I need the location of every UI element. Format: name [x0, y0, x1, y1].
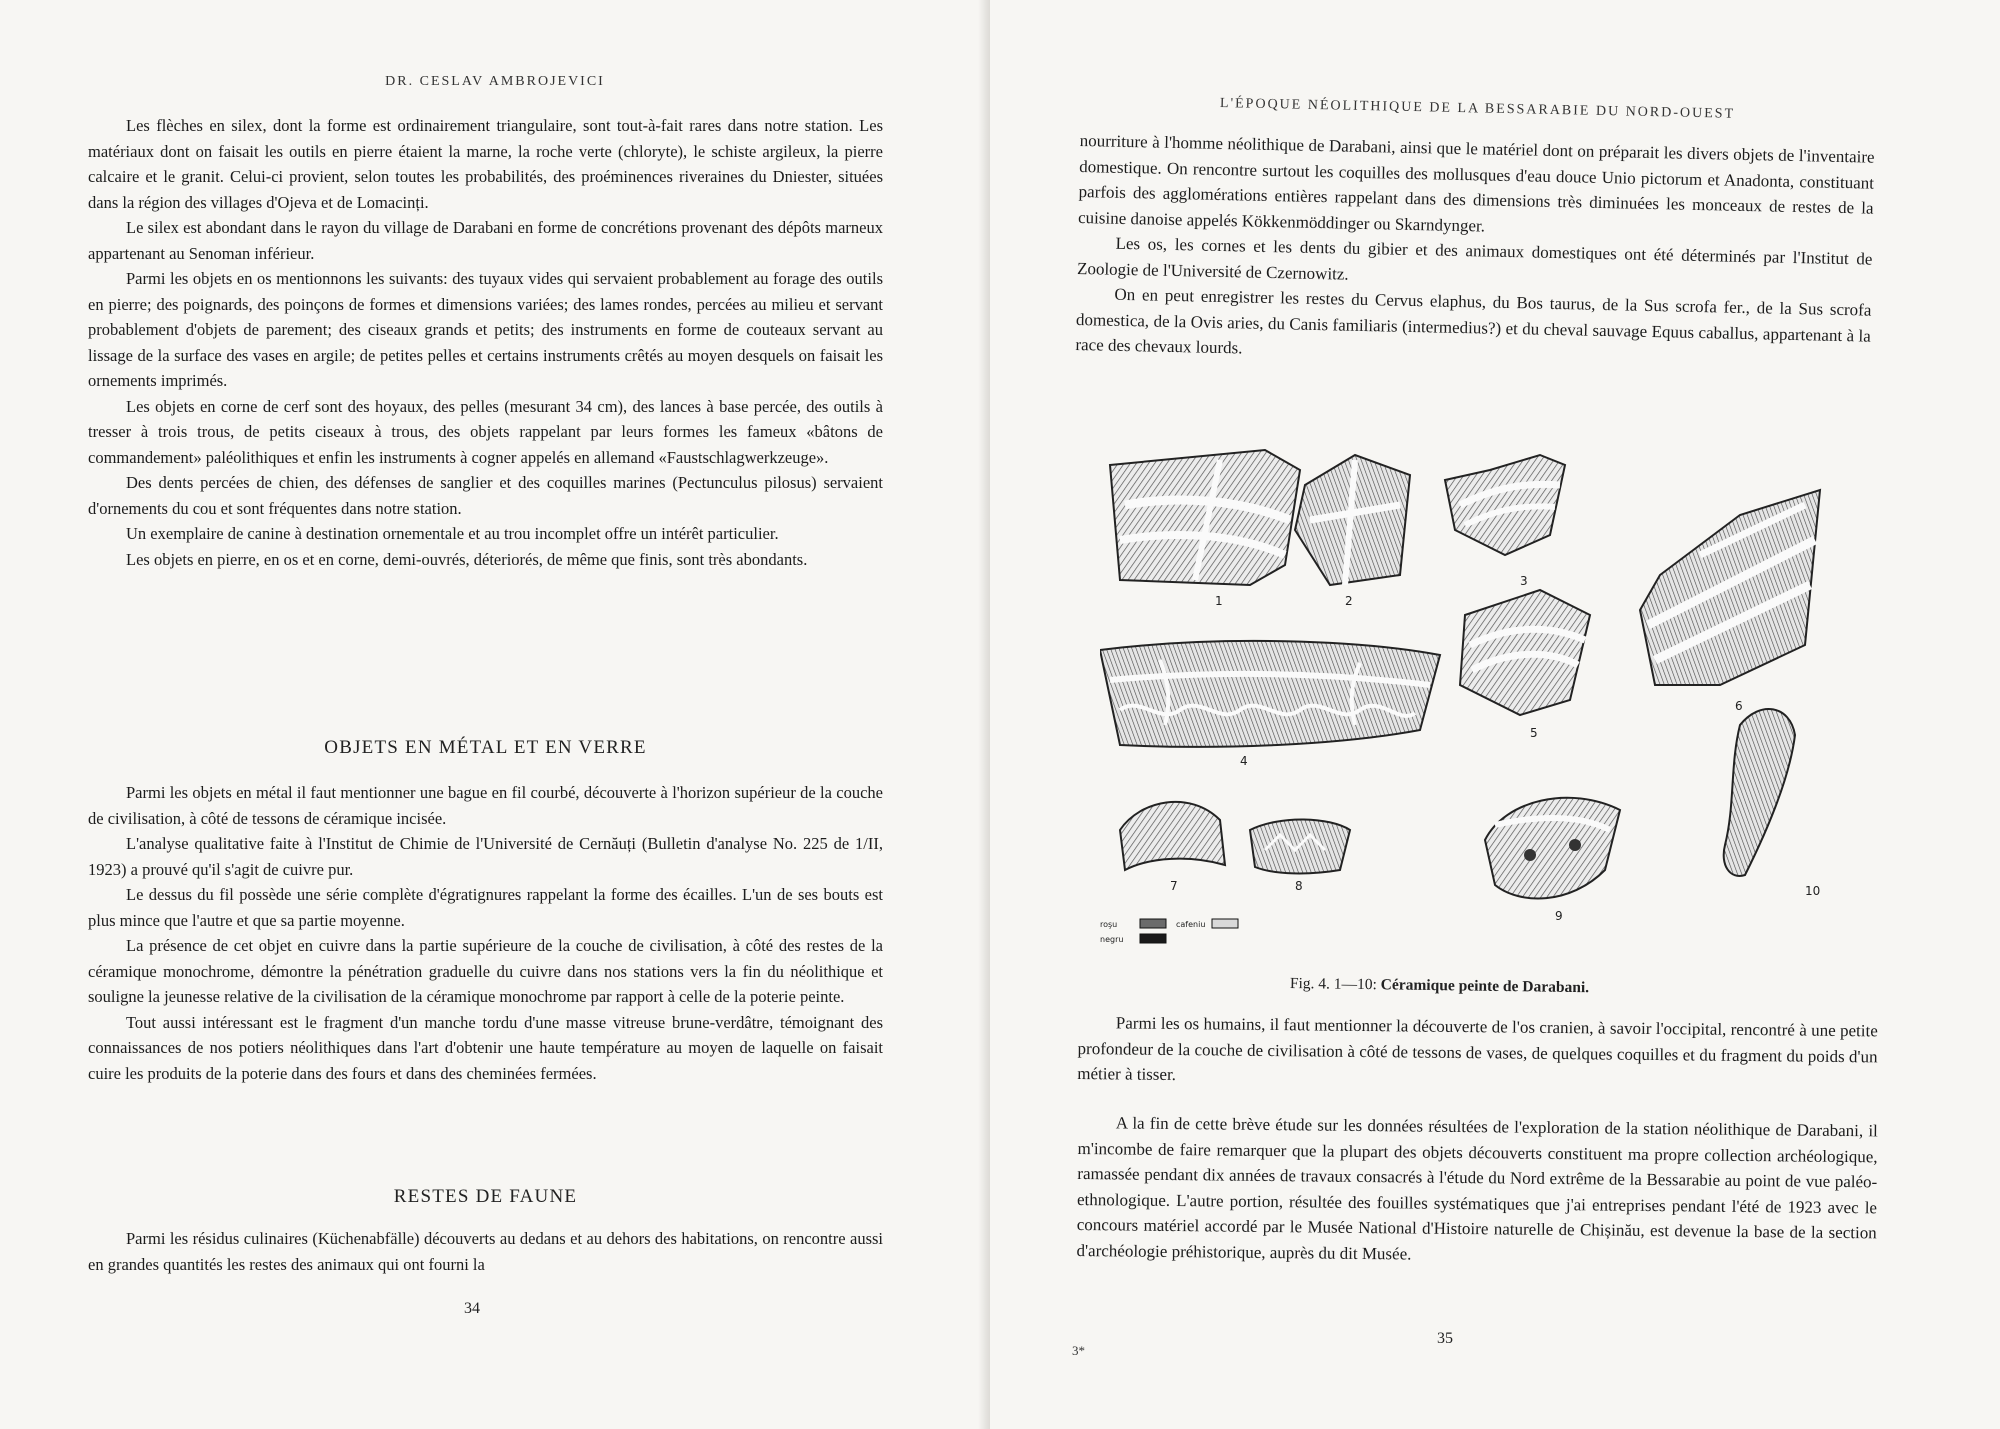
- paragraph: nourriture à l'homme néolithique de Darabani, ainsi que le matériel dont on préparait les divers objets de l'inventaire domestique. On rencontre surtout les coquilles des mollusques d'eau douce Unio pictorum et Anadonta, constituant parfois des agglomérations entières rappelant dans des dimensions très diminuées les monceaux de restes de la cuisine danoise appelés Kökkenmöddinger ou Skarndynger.: [1077, 130, 1875, 236]
- paragraph: Un exemplaire de canine à destination ornementale et au trou incomplet offre un intérêt particulier.: [126, 524, 779, 543]
- figure-label: 2: [1345, 594, 1353, 608]
- figure-label: 8: [1295, 879, 1303, 893]
- paragraph: Parmi les objets en métal il faut mentionner une bague en fil courbé, découverte à l'horizon supérieur de la couche de civilisation, à côté de tessons de céramique incisée.: [88, 783, 883, 828]
- caption-text: Céramique peinte de Darabani.: [1380, 976, 1590, 997]
- paragraph: La présence de cet objet en cuivre dans la partie supérieure de la couche de civilisation, à côté des restes de la céramique monochrome, démontre la pénétration graduelle du cuivre dans nos stations vers la fin du néolithique et souligne la jeunesse relative de la civilisation de la céramique monochrome par rapport à celle de la poterie peinte.: [88, 936, 883, 1006]
- pottery-illustration: [1100, 445, 1880, 985]
- paragraph: Les os, les cornes et les dents du gibier et des animaux domestiques ont été déterminés par l'Institut de Zoologie de l'Université de Czernowitz.: [1076, 233, 1873, 284]
- sherd-4: [1100, 641, 1440, 747]
- paragraph: L'analyse qualitative faite à l'Institut de Chimie de l'Université de Cernăuți (Bulletin d'analyse No. 225 de 1/II, 1923) a prouvé qu'il s'agit de cuivre pur.: [88, 834, 883, 879]
- paragraph: A la fin de cette brève étude sur les données résultées de l'exploration de la station néolithique de Darabani, il m'incombe de faire remarquer que la plupart des objets découverts constituent ma propre collection archéologique, ramassée pendant dix années de travaux consacrés à l'étude du Nord extrême de la Bessarabie au point de vue paléo-ethnologique. L'autre portion, résultée des fouilles systématiques que j'ai entreprises pendant l'été de 1923 avec le concours matériel accordé par le Musée National d'Histoire naturelle de Chișinău, est devenue la base de la section d'archéologie préhistorique, auprès du dit Musée.: [1076, 1113, 1878, 1263]
- figure-caption: [1290, 975, 1589, 997]
- right-page: [990, 0, 2000, 1429]
- color-legend: [1100, 919, 1238, 944]
- running-head-left: DR. CESLAV AMBROJEVICI: [385, 74, 605, 89]
- left-text-block-1: [88, 113, 883, 572]
- paragraph: Les flèches en silex, dont la forme est ordinairement triangulaire, sont tout-à-fait rares dans notre station. Les matériaux dont on faisait les outils en pierre étaient la marne, la roche verte (chloryte), le schiste argileux, la pierre calcaire et le granit. Celui-ci provient, selon toutes les probabilités, des proéminences riveraines du Dniester, situées dans la région des villages d'Ojeva et de Lomacinți.: [88, 116, 883, 212]
- paragraph: Des dents percées de chien, des défenses de sanglier et des coquilles marines (Pectunculus pilosus) servaient d'ornements du cou et sont fréquentes dans notre station.: [88, 473, 883, 518]
- figure-label: 3: [1520, 574, 1528, 588]
- right-text-bottom-1: [1077, 1010, 1878, 1095]
- sherd-9: [1485, 798, 1620, 899]
- sherd-5: [1460, 590, 1590, 715]
- pottery-figure: [1100, 445, 1880, 985]
- figure-label: 7: [1170, 879, 1178, 893]
- paragraph: Les objets en corne de cerf sont des hoyaux, des pelles (mesurant 34 cm), des lances à base percée, des outils à tresser à trois trous, de petits ciseaux à trous, des objets rappelant par leurs formes les fameux «bâtons de commandement» paléolithiques et enfin les instruments à cogner appelés en allemand «Faustschlagwerkzeuge».: [88, 396, 883, 467]
- legend-swatch-red: [1140, 919, 1166, 928]
- paragraph: Les objets en pierre, en os et en corne, demi-ouvrés, déteriorés, de même que finis, sont très abondants.: [126, 549, 808, 569]
- signature-mark: 3*: [1072, 1343, 1085, 1358]
- section-title-fauna: RESTES DE FAUNE: [393, 1186, 578, 1207]
- figure-label: 4: [1240, 754, 1248, 768]
- paragraph: Tout aussi intéressant est le fragment d'un manche tordu d'une masse vitreuse brune-verdâtre, témoignant des connaissances de nos potiers néolithiques dans l'art d'obtenir une haute température au moyen de laquelle on faisait cuire les produits de la poterie dans des fours et dans des cheminées fermées.: [88, 1012, 883, 1083]
- paragraph: Parmi les os humains, il faut mentionner la découverte de l'os cranien, à savoir l'occipital, rencontré à une petite profondeur de la couche de civilisation à côté de tessons de vases, de quelques coquilles et du fragment du poids d'un métier à tisser.: [1077, 1013, 1878, 1085]
- figure-label: 9: [1555, 909, 1563, 923]
- running-head-right: L'ÉPOQUE NÉOLITHIQUE DE LA BESSARABIE DU NORD-OUEST: [1219, 96, 1736, 122]
- page-number-right: 35: [1437, 1330, 1453, 1347]
- paragraph: Parmi les résidus culinaires (Küchenabfälle) découverts au dedans et au dehors des habitations, on rencontre aussi en grandes quantités les restes des animaux qui ont fourni la: [88, 1229, 883, 1274]
- legend-label: negru: [1100, 935, 1124, 944]
- left-text-block-2: [88, 780, 883, 1086]
- page-number-left: 34: [464, 1300, 480, 1317]
- legend-label: cafeniu: [1176, 920, 1206, 929]
- sherd-3: [1445, 455, 1565, 555]
- paragraph: Le silex est abondant dans le rayon du village de Darabani en forme de concrétions provenant des dépôts marneux appartenant au Senoman inférieur.: [88, 218, 883, 263]
- paragraph: On en peut enregistrer les restes du Cervus elaphus, du Bos taurus, de la Sus scrofa fer., de la Sus scrofa domestica, de la Ovis aries, du Canis familiaris (intermedius?) et du cheval sauvage Equus caballus, appartenant à la race des chevaux lourds.: [1075, 284, 1872, 358]
- figure-label: 10: [1805, 884, 1821, 898]
- legend-swatch-brown: [1212, 919, 1238, 928]
- left-text-block-3: [88, 1226, 883, 1277]
- sherd-2: [1295, 455, 1410, 585]
- paragraph: Parmi les objets en os mentionnons les suivants: des tuyaux vides qui servaient probablement au forage des outils en pierre; des poignards, des poinçons de formes et dimensions variées; des lames rondes, percées au milieu et servant probablement d'objets de parement; des ciseaux grands et petits; des instruments en forme de couteaux servant au lissage de la surface des vases en argile; de petites pelles et certains instruments crêtés au moyen desquels on faisait les ornements imprimés.: [88, 269, 883, 390]
- sherd-6: [1640, 490, 1820, 685]
- right-text-bottom-2: [1076, 1110, 1878, 1271]
- left-page: [0, 0, 990, 1429]
- caption-prefix: Fig. 4. 1—10:: [1289, 975, 1377, 994]
- figure-label: 5: [1530, 726, 1538, 740]
- figure-label: 1: [1215, 594, 1223, 608]
- legend-swatch-black: [1140, 934, 1166, 943]
- figure-label: 6: [1735, 699, 1743, 713]
- sherd-10: [1724, 709, 1795, 876]
- sherd-1: [1110, 450, 1300, 585]
- sherd-8: [1250, 819, 1350, 873]
- right-text-top: [1075, 128, 1875, 374]
- section-title-metal-glass: OBJETS EN MÉTAL ET EN VERRE: [324, 737, 647, 758]
- sherd-7: [1120, 802, 1225, 870]
- paragraph: Le dessus du fil possède une série complète d'égratignures rappelant la forme des écailles. L'un de ses bouts est plus mince que l'autre et que sa partie moyenne.: [88, 885, 883, 930]
- legend-label: roşu: [1100, 920, 1118, 929]
